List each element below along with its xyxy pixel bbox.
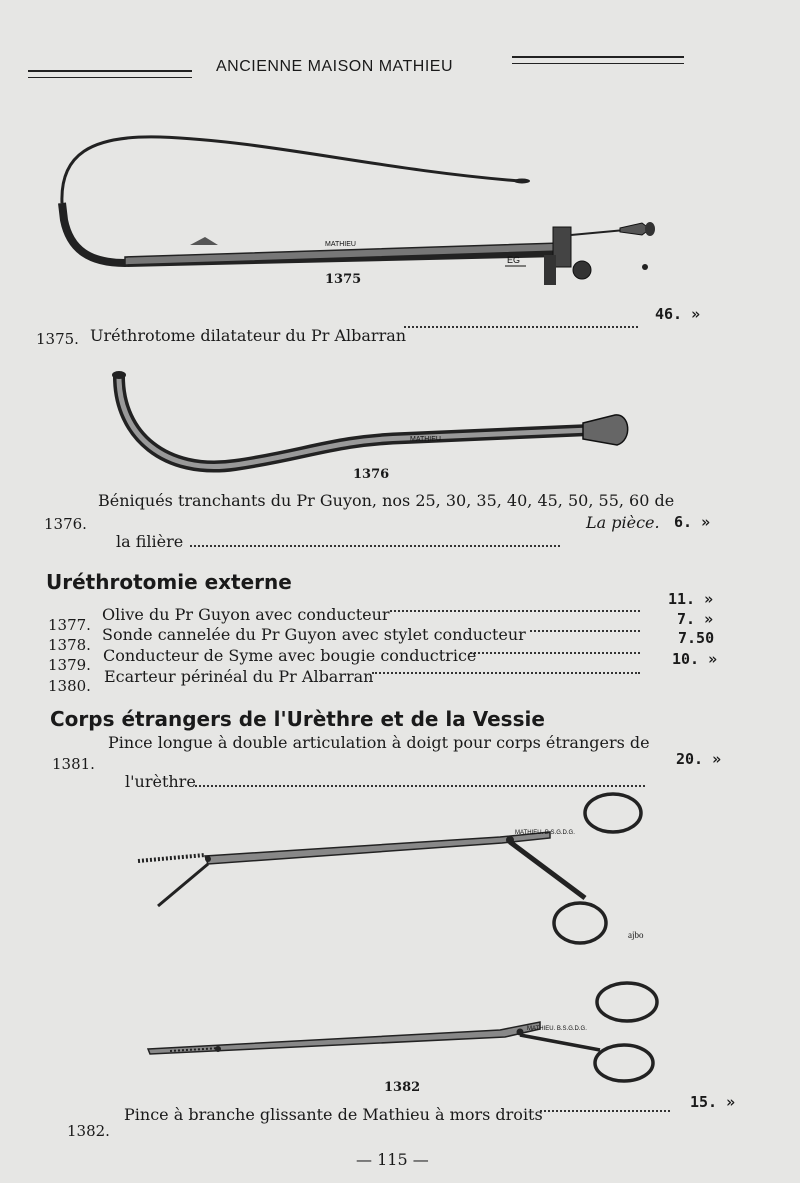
- price-1379: 7.50: [678, 629, 715, 647]
- leader-dots: [404, 326, 638, 328]
- item-number-1379: 1379.: [48, 656, 91, 674]
- leader-dots: [470, 652, 640, 654]
- sliding-branch-forceps-illustration: [140, 975, 670, 1090]
- double-articulated-forceps-illustration: [130, 790, 670, 950]
- item-number-1382: 1382.: [67, 1122, 110, 1140]
- leader-dots: [195, 785, 645, 787]
- item-label-1381: Pince longue à double articulation à doigt pour corps étrangers de: [108, 733, 650, 752]
- item-label-1381-cont: l'urèthre: [125, 772, 196, 791]
- stamp-text: MATHIEU. B.S.G.D.G.: [515, 830, 575, 836]
- item-label-1380: Ecarteur périnéal du Pr Albarran: [104, 667, 374, 686]
- item-label-1382: Pince à branche glissante de Mathieu à mors droits: [124, 1105, 543, 1124]
- item-number-1381: 1381.: [52, 755, 95, 773]
- leader-dots: [540, 1110, 670, 1112]
- page-number: — 115 —: [356, 1150, 429, 1169]
- leader-dots: [530, 630, 640, 632]
- stamp-text: MATHIEU: [410, 436, 441, 443]
- price-1376: 6. »: [674, 513, 711, 531]
- price-1380: 10. »: [672, 650, 718, 668]
- figure-caption-1382: 1382: [384, 1080, 421, 1095]
- leader-dots: [372, 672, 640, 674]
- price-1382: 15. »: [690, 1093, 736, 1111]
- price-1375: 46. »: [655, 305, 701, 323]
- item-label-1375: Uréthrotome dilatateur du Pr Albarran: [90, 326, 407, 345]
- engraver-mark: ajbo: [628, 930, 644, 940]
- item-label-1378: Sonde cannelée du Pr Guyon avec stylet conducteur: [102, 625, 526, 644]
- price-1377: 11. »: [668, 590, 714, 608]
- section-heading-corps-etrangers: Corps étrangers de l'Urèthre et de la Vessie: [50, 707, 545, 731]
- item-number-1380: 1380.: [48, 677, 91, 695]
- header-rule-left: [28, 70, 192, 78]
- item-label-1377: Olive du Pr Guyon avec conducteur: [102, 605, 390, 624]
- urethrotome-illustration: [50, 125, 670, 295]
- price-1378: 7. »: [677, 610, 714, 628]
- page-header-title: ANCIENNE MAISON MATHIEU: [216, 58, 453, 75]
- item-label-1379: Conducteur de Syme avec bougie conductrice: [103, 646, 477, 665]
- unit-label: La pièce.: [586, 513, 660, 532]
- section-heading-urethrotomie: Uréthrotomie externe: [46, 570, 292, 594]
- item-label-1376: Béniqués tranchants du Pr Guyon, nos 25, 30, 35, 40, 45, 50, 55, 60 de: [98, 491, 675, 510]
- item-number-1378: 1378.: [48, 636, 91, 654]
- item-number-1376: 1376.: [44, 515, 87, 533]
- item-number-1377: 1377.: [48, 616, 91, 634]
- figure-caption-1375: 1375: [325, 272, 362, 287]
- item-number-1375: 1375.: [36, 330, 79, 348]
- engraver-mark: EG: [507, 255, 521, 265]
- price-1381: 20. »: [676, 750, 722, 768]
- stamp-text: MATHIEU: [325, 241, 356, 248]
- item-label-1376-cont: la filière: [116, 532, 184, 551]
- leader-dots: [390, 610, 640, 612]
- stamp-text: MATHIEU. B.S.G.D.G.: [527, 1026, 587, 1032]
- header-rule-right: [512, 56, 684, 64]
- figure-caption-1376: 1376: [353, 467, 390, 482]
- leader-dots: [190, 545, 560, 547]
